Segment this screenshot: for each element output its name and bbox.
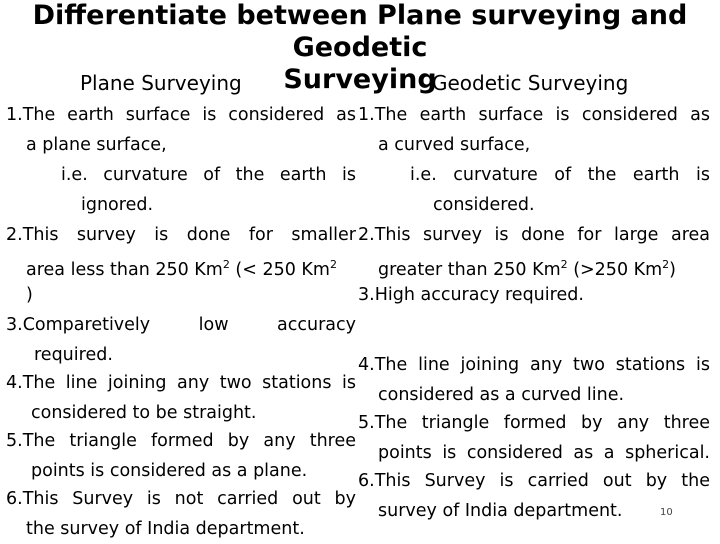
geodetic-point-3: 3.High accuracy required. (358, 285, 584, 305)
plane-surveying-column (6, 100, 356, 544)
plane-point-5-line-2: points is considered as a plane. (31, 461, 308, 481)
plane-point-2-line-3: ) (26, 285, 33, 305)
plane-surveying-heading: Plane Surveying (80, 71, 242, 95)
plane-point-3-line-2: required. (34, 345, 113, 365)
plane-point-1-line-1: 1.The earth surface is considered as (6, 105, 356, 125)
plane-point-4-line-2: considered to be straight. (31, 403, 257, 423)
plane-point-1-line-2: a plane surface, (26, 135, 167, 155)
geodetic-point-1-line-3: i.e. curvature of the earth is (410, 165, 710, 185)
plane-point-6-line-2: the survey of India department. (26, 519, 305, 539)
title-line-1: Differentiate between Plane surveying and Geodetic (32, 0, 688, 63)
geodetic-point-6-line-2: survey of India department. (378, 501, 623, 521)
plane-point-3-line-1: 3.Comparetively low accuracy (6, 315, 356, 335)
plane-point-2-line-2: area less than 250 Km$^2$ (< 250 Km$^2$ (26, 258, 337, 280)
geodetic-point-4-line-2: considered as a curved line. (378, 385, 625, 405)
geodetic-surveying-column (358, 100, 710, 526)
plane-point-1-line-4: ignored. (81, 195, 154, 215)
geodetic-point-2-line-1: 2.This survey is done for large area (358, 225, 710, 245)
plane-point-6-line-1: 6.This Survey is not carried out by (6, 489, 356, 509)
geodetic-point-6-line-1: 6.This Survey is carried out by the (358, 471, 710, 491)
plane-point-4-line-1: 4.The line joining any two stations is (6, 373, 356, 393)
geodetic-point-1-line-1: 1.The earth surface is considered as (358, 105, 710, 125)
title-line-2: Surveying (283, 64, 437, 95)
geodetic-point-1-line-4: considered. (433, 195, 535, 215)
geodetic-point-4-line-1: 4.The line joining any two stations is (358, 355, 710, 375)
geodetic-point-5-line-2: points is considered as a spherical. (378, 443, 710, 463)
page-number: 10 (660, 507, 673, 518)
plane-point-1-line-3: i.e. curvature of the earth is (61, 165, 356, 185)
geodetic-point-1-line-2: a curved surface, (378, 135, 531, 155)
geodetic-point-5-line-1: 5.The triangle formed by any three (358, 413, 710, 433)
geodetic-surveying-heading: Geodetic Surveying (432, 71, 629, 95)
geodetic-point-2-line-2: greater than 250 Km$^2$ (>250 Km$^2$) (378, 258, 676, 280)
plane-point-2-line-1: 2.This survey is done for smaller (6, 225, 356, 245)
geodetic-spacer (358, 312, 710, 350)
plane-point-5-line-1: 5.The triangle formed by any three (6, 431, 356, 451)
